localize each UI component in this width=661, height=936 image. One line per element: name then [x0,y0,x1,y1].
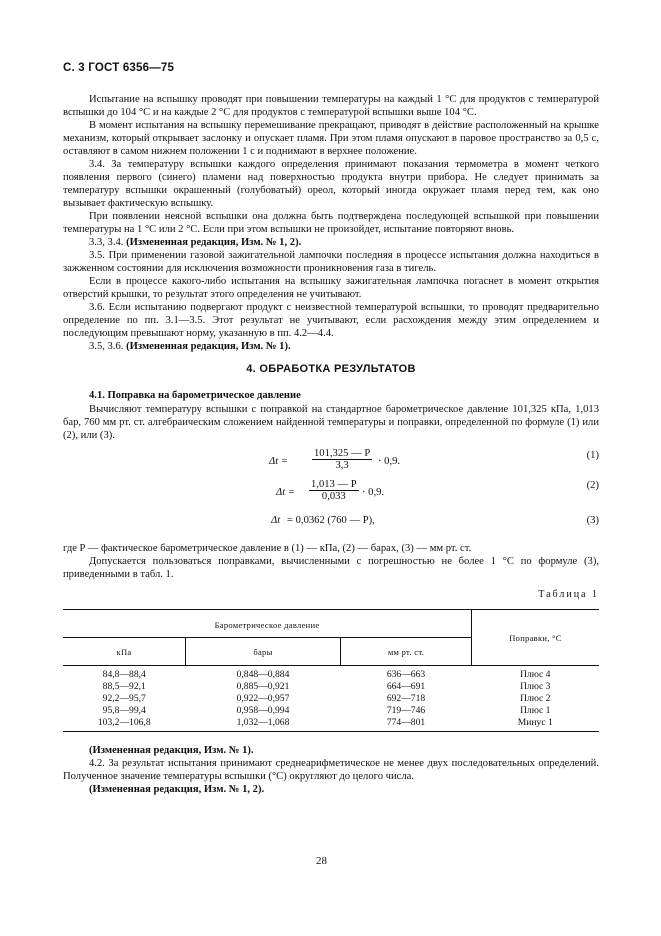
paragraph: Вычисляют температуру вспышки с поправкой на стандартное барометрическое давление 101,325 кПа, 1,013 бар, 760 мм рт. ст. алгебраическим сложением найденной температуры и поправки, определенной по формуле (1) или (2), или (3). [63,404,599,441]
corrections-table [63,609,599,732]
page-header: С. 3 ГОСТ 6356—75 [63,62,175,74]
amendment-note: (Измененная редакция, Изм. № 1, 2). [89,784,265,795]
formula-number: (2) [586,480,599,491]
table-cell: 84,8—88,4 [102,669,146,680]
paragraph: 3.5. При применении газовой зажигательной лампочки последняя в процессе испытания должна находиться в зажженном состоянии для исключения возможности проникновения газа в тигель. [63,250,599,274]
paragraph: При появлении неясной вспышки она должна быть подтверждена последующей вспышкой при повышении температуры на 1 °С или 2 °С. Если при этом вспышки не произойдет, испытание повторяют вновь. [63,211,599,235]
table-cell: 92,2—95,7 [102,693,146,704]
formula-fraction [309,479,359,502]
formula-fraction [312,448,372,471]
formula-3 [63,510,599,532]
amendment-note [63,236,599,249]
table-group-header: Барометрическое давление [63,610,472,638]
subsection-title: 4.1. Поправка на барометрическое давление [89,390,301,401]
formula-denominator: 0,033 [321,491,346,502]
section-title: 4. ОБРАБОТКА РЕЗУЛЬТАТОВ [246,363,416,375]
amendment-text: (Измененная редакция, Изм. № 1, 2). [126,237,302,248]
formula-number: (3) [586,515,599,526]
table-cell: 692—718 [386,693,426,704]
formula-number: (1) [586,450,599,461]
formula-numerator: 1,013 — P [311,479,357,490]
table-caption: Таблица 1 [538,589,599,600]
paragraph: 4.2. За результат испытания принимают среднеарифметическое не менее двух последовательных определений. Полученное значение температуры вспышки (°С) округляют до целого числа. [63,758,599,782]
formula-lhs: Δt = [269,456,288,467]
table-cell: 88,5—92,1 [102,681,146,692]
table-row [63,705,599,717]
table-cell: 636—663 [386,669,426,680]
table-cell: 664—691 [386,681,426,692]
table-cell: Плюс 3 [520,681,551,692]
formula-lhs: Δt [271,515,281,526]
paragraph: 3.4. За температуру вспышки каждого определения принимают показания термометра в момент четкого появления первого (синего) пламени над поверхностью продукта внутри прибора. Не следует принимать за температуру вспышки окрашенный (голубоватый) ореол, который иногда окружает пламя перед тем, как оно вызывает фактическую вспышку. [63,159,599,209]
amendment-note [63,340,599,353]
table-header-corrections: Поправки, °С [509,632,562,643]
table-cell: Минус 1 [517,717,553,728]
paragraph: Допускается пользоваться поправками, вычисленными с погрешностью не более 1 °С по формуле (3), приведенными в табл. 1. [63,556,599,580]
paragraph: Испытание на вспышку проводят при повышении температуры на каждый 1 °С для продуктов с температурой вспышки до 104 °С и на каждые 2 °С для продуктов с температурой вспышки выше 104 °С. [63,94,599,118]
table-row [63,666,599,682]
formula-tail: · 0,9. [378,456,401,467]
paragraph: Если в процессе какого-либо испытания на вспышку зажигательная лампочка погаснет в момент открытия отверстий крышки, то результат этого определения не учитывают. [63,276,599,300]
formula-numerator: 101,325 — P [314,448,371,459]
table-cell: 0,848—0,884 [236,669,290,680]
table-cell: 0,958—0,994 [236,705,290,716]
amendment-note: (Измененная редакция, Изм. № 1). [89,745,254,756]
table-row [63,717,599,732]
amendment-text: (Измененная редакция, Изм. № 1). [126,341,291,352]
formula-1 [63,448,599,474]
table-cell: 95,8—99,4 [102,705,146,716]
table-header-mmhg: мм рт. ст. [341,638,472,666]
paragraph: где P — фактическое барометрическое давление в (1) — кПа, (2) — барах, (3) — мм рт. ст. [63,543,472,554]
table-row [63,693,599,705]
table-cell: 0,922—0,957 [236,693,290,704]
table-cell: 719—746 [386,705,426,716]
table-cell: 103,2—106,8 [97,717,151,728]
amendment-prefix: 3.5, 3.6. [89,341,124,352]
table-cell: 774—801 [386,717,426,728]
table-cell: 1,032—1,068 [236,717,290,728]
formula-lhs: Δt = [276,487,295,498]
formula-tail: · 0,9. [362,487,385,498]
table-cell: Плюс 2 [520,693,551,704]
table-cell: Плюс 4 [520,669,551,680]
paragraph: В момент испытания на вспышку перемешивание прекращают, приводят в действие расположенный на крышке механизм, который открывает заслонку и опускает пламя. При этом пламя опускают в паровое пространство за 0,5 с, оставляют в самом нижнем положении 1 с и поднимают в верхнее положение. [63,120,599,157]
paragraph: 3.6. Если испытанию подвергают продукт с неизвестной температурой вспышки, то проводят предварительно определение по пп. 3.1—3.5. Этот результат не учитывают, если расхождения между этим определением и последующим превышают норму, указанную в пп. 4.2—4.4. [63,302,599,339]
formula-2 [63,478,599,504]
formula-text: = 0,0362 (760 — P), [287,515,375,526]
table-header-bar: бары [186,638,341,666]
page-number: 28 [316,855,327,867]
page-body [63,93,599,796]
table-header-kpa: кПа [63,638,186,666]
formula-denominator: 3,3 [335,460,349,471]
amendment-prefix: 3.3, 3.4. [89,237,124,248]
table-cell: 0,885—0,921 [236,681,290,692]
table-cell: Плюс 1 [520,705,551,716]
table-row [63,681,599,693]
